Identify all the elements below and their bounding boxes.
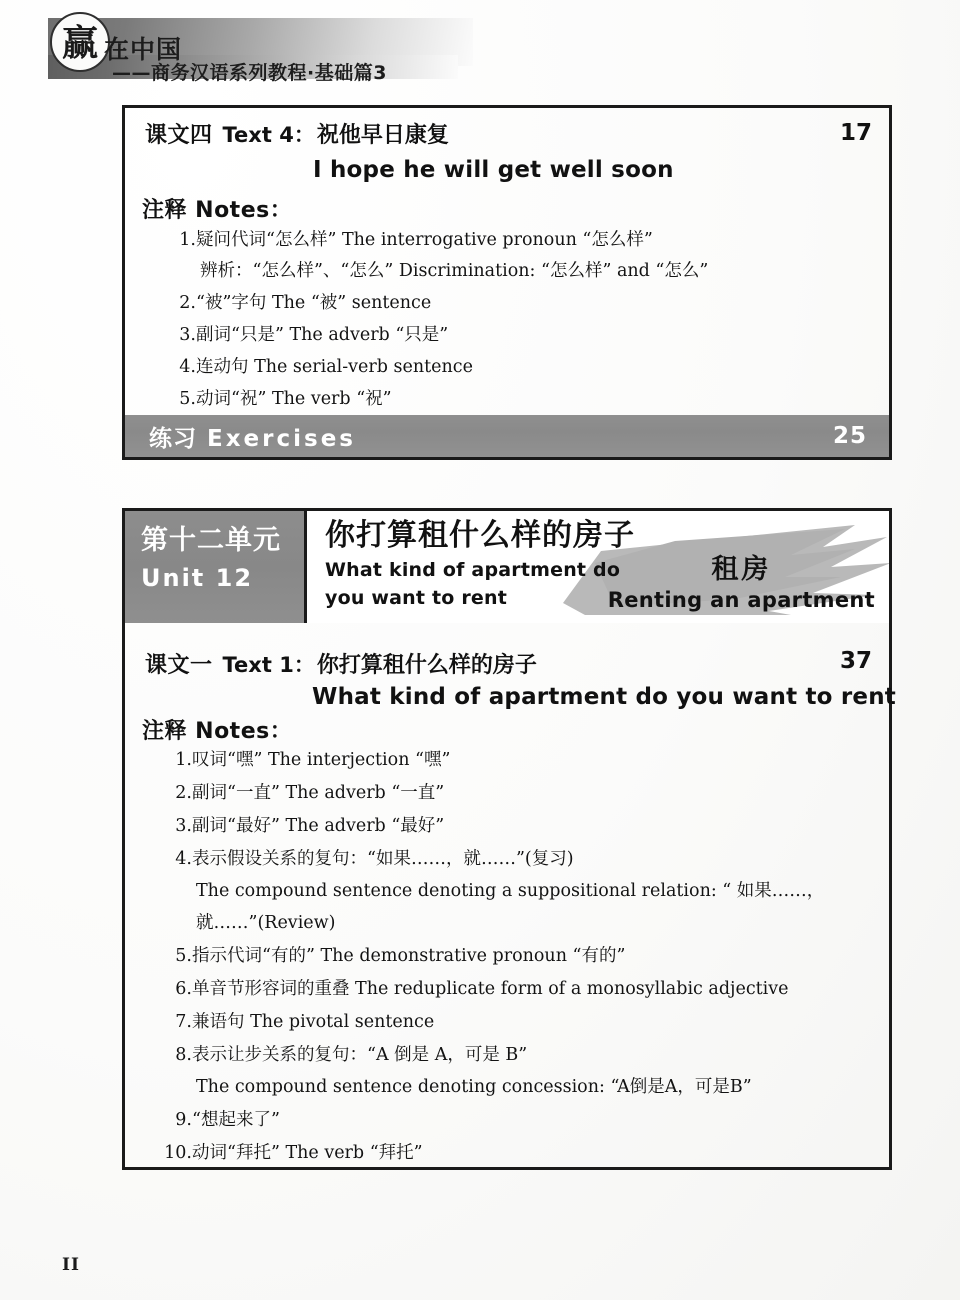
- list-item: [160, 942, 824, 967]
- unit12-title-cn: 你打算租什么样的房子: [325, 518, 635, 553]
- text4-title-en: I hope he will get well soon: [313, 157, 674, 183]
- list-item: [170, 385, 708, 410]
- unit12-label-en: Unit 12: [141, 564, 254, 593]
- unit12-heading-group: [325, 519, 635, 611]
- text1-label-cn: 课文一: [145, 653, 213, 678]
- unit12-theme-cn: 租房: [711, 554, 772, 585]
- note-text: 兼语句 The pivotal sentence: [192, 1012, 435, 1032]
- note-text: 单音节形容词的重叠 The reduplicate form of a monosyllabic adjective: [192, 979, 789, 999]
- note-continuation-2: 就……”(Review): [196, 913, 336, 933]
- text1-label-en: Text 1: [222, 653, 294, 677]
- list-item: [160, 746, 824, 771]
- text4-label-en: Text 4: [222, 123, 294, 147]
- list-item: [170, 289, 708, 314]
- text4-title-cn: 祝他早日康复: [316, 123, 449, 148]
- note-number: 9.: [175, 1110, 192, 1130]
- brand-name: 在中国: [104, 35, 183, 64]
- exercises-label-cn: 练习: [149, 425, 197, 452]
- note-number: 3.: [179, 325, 196, 345]
- text4-label-cn: 课文四: [145, 123, 213, 148]
- series-subtitle: ——商务汉语系列教程·基础篇3: [112, 62, 387, 84]
- list-item: [170, 353, 708, 378]
- note-continuation: 辨析：“怎么样”、“怎么” Discrimination: “怎么样” and “怎么”: [200, 261, 709, 281]
- text1-colon: ：: [293, 653, 315, 677]
- list-item: [160, 812, 824, 837]
- exercises-bar: [125, 415, 889, 457]
- text4-heading: [145, 118, 449, 149]
- exercises-label-group: [149, 420, 356, 453]
- note-continuation: The compound sentence denoting concession: “A倒是A，可是B”: [196, 1077, 752, 1097]
- note-number: 10.: [164, 1143, 192, 1163]
- list-item: [170, 321, 708, 346]
- list-item: [160, 845, 824, 934]
- brand-logo-icon: [50, 12, 110, 72]
- note-text: 疑问代词“怎么样” The interrogative pronoun “怎么样”: [196, 230, 653, 250]
- note-number: 2.: [175, 783, 192, 803]
- note-number: 2.: [179, 293, 196, 313]
- note-text: “想起来了”: [192, 1110, 280, 1130]
- list-item: [160, 1106, 824, 1131]
- note-number: 6.: [175, 979, 192, 999]
- text1-notes-label: 注释 Notes：: [142, 719, 293, 744]
- footer-page-number: II: [62, 1255, 80, 1275]
- text1-heading: [145, 648, 537, 679]
- list-item: [160, 779, 824, 804]
- exercises-label-en: Exercises: [207, 425, 356, 452]
- text1-title-cn: 你打算租什么样的房子: [316, 653, 537, 678]
- unit12-theme-group: [608, 547, 875, 612]
- note-text: 副词“只是” The adverb “只是”: [196, 325, 449, 345]
- unit12-theme-en: Renting an apartment: [607, 588, 875, 612]
- note-number: 1.: [175, 750, 192, 770]
- note-text: 动词“祝” The verb “祝”: [196, 389, 392, 409]
- exercises-page-number: 25: [832, 423, 867, 449]
- note-number: 4.: [175, 849, 192, 869]
- text1-title-en: What kind of apartment do you want to rent: [312, 684, 896, 710]
- note-text: 动词“拜托” The verb “拜托”: [192, 1143, 423, 1163]
- unit12-number-block: [125, 511, 307, 623]
- note-text: 表示让步关系的复句：“A 倒是 A，可是 B”: [192, 1045, 528, 1065]
- note-text: 指示代词“有的” The demonstrative pronoun “有的”: [192, 946, 626, 966]
- note-text: 副词“最好” The adverb “最好”: [192, 816, 445, 836]
- unit12-banner: [125, 511, 889, 623]
- note-number: 3.: [175, 816, 192, 836]
- list-item: [160, 1139, 824, 1164]
- unit12-title-en-line2: you want to rent: [325, 586, 507, 609]
- list-item: [160, 975, 824, 1000]
- note-text: 连动句 The serial-verb sentence: [196, 357, 473, 377]
- unit12-label-cn: 第十二单元: [141, 525, 281, 556]
- text4-colon: ：: [293, 123, 315, 147]
- unit12-title-block: [307, 511, 889, 623]
- text4-notes-list: [170, 226, 708, 410]
- note-number: 4.: [179, 357, 196, 377]
- list-item: [160, 1008, 824, 1033]
- page-header: [0, 0, 960, 95]
- note-text: 叹词“嘿” The interjection “嘿”: [192, 750, 451, 770]
- note-number: 1.: [179, 230, 196, 250]
- note-number: 5.: [175, 946, 192, 966]
- note-text: 表示假设关系的复句：“如果……，就……”(复习): [192, 849, 574, 869]
- text1-page-number: 37: [840, 648, 873, 674]
- text4-notes-label: 注释 Notes：: [142, 198, 293, 223]
- note-continuation: The compound sentence denoting a suppositional relation: “ 如果……，: [196, 881, 825, 901]
- note-text: “被”字句 The “被” sentence: [196, 293, 432, 313]
- list-item: [160, 1041, 824, 1098]
- brand-logo-glyph: 赢: [61, 23, 98, 64]
- note-number: 5.: [179, 389, 196, 409]
- text1-notes-list: [160, 746, 824, 1164]
- note-number: 7.: [175, 1012, 192, 1032]
- list-item: [170, 226, 708, 282]
- note-number: 8.: [175, 1045, 192, 1065]
- text4-page-number: 17: [840, 120, 873, 146]
- unit12-title-en-line1: What kind of apartment do: [325, 559, 621, 581]
- note-text: 副词“一直” The adverb “一直”: [192, 783, 445, 803]
